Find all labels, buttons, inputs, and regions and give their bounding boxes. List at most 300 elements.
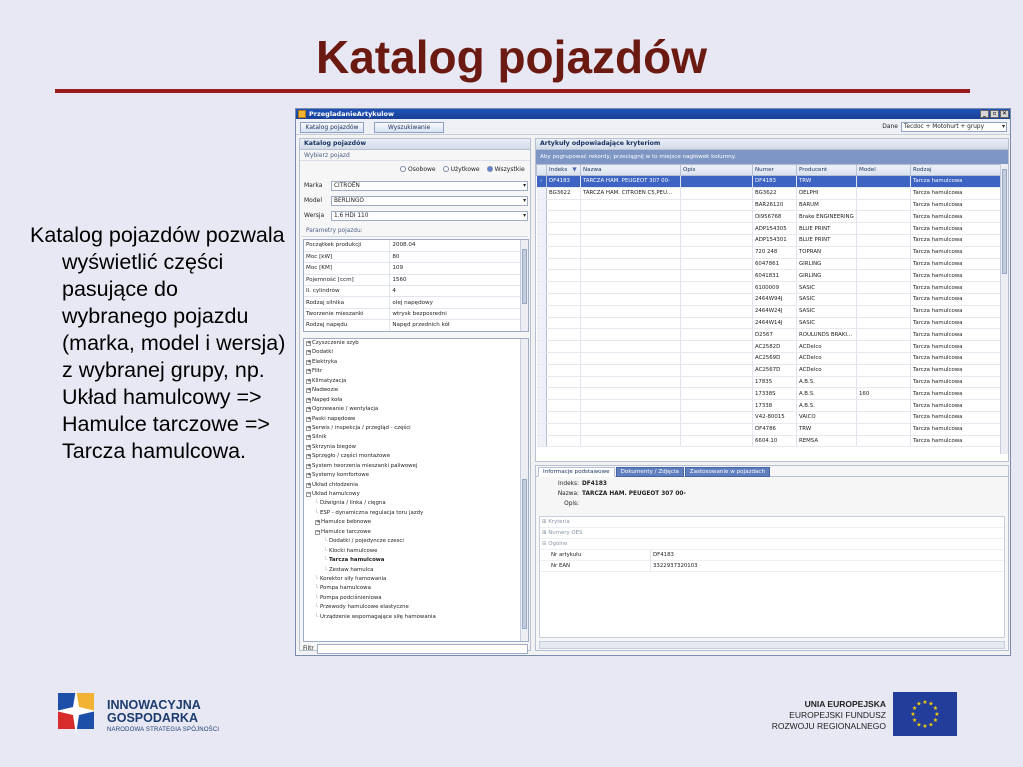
row-header[interactable] [537, 282, 547, 294]
column-header[interactable] [797, 165, 857, 176]
table-cell [681, 423, 753, 435]
table-cell [547, 364, 581, 376]
tree-node[interactable] [306, 537, 528, 546]
radio-0[interactable] [400, 166, 436, 173]
tree-node-label: Skrzynia biegów [312, 443, 357, 450]
tree-node-label: Pompa hamulcowa [319, 585, 371, 592]
table-cell: Brake ENGINEERING [797, 211, 857, 223]
row-header[interactable] [537, 364, 547, 376]
table-row[interactable] [537, 376, 1003, 388]
table-cell [581, 341, 681, 353]
svg-text:★: ★ [928, 700, 934, 708]
param-row[interactable] [304, 308, 522, 319]
tree-node-label: Zestaw hamulca [328, 566, 374, 573]
table-cell: DELPHI [797, 187, 857, 199]
table-cell [581, 423, 681, 435]
tree-node[interactable] [306, 339, 528, 348]
column-header-label: Rodzaj [913, 167, 932, 173]
row-header[interactable] [537, 246, 547, 258]
svg-text:★: ★ [934, 711, 940, 718]
table-cell [681, 435, 753, 447]
prop-row [540, 550, 1004, 561]
tree-line: └ [315, 509, 320, 516]
expand-icon: ⊞ [542, 530, 547, 536]
dane-label: Dane [882, 123, 898, 130]
table-row[interactable] [537, 211, 1003, 223]
table-cell [547, 423, 581, 435]
ig-text [107, 699, 219, 733]
table-cell [581, 317, 681, 329]
row-header-corner [537, 165, 547, 176]
param-row[interactable] [304, 263, 522, 274]
category-numery-oes[interactable]: ⊞ Numery OES [540, 528, 1004, 539]
expand-icon[interactable]: + [307, 462, 312, 469]
maximize-button[interactable]: ▫ [990, 110, 999, 118]
tree-node[interactable] [306, 575, 528, 584]
tree-node[interactable] [306, 433, 528, 442]
table-cell [581, 258, 681, 270]
table-cell: AC2569D [753, 352, 797, 364]
table-cell [547, 258, 581, 270]
row-header[interactable] [537, 223, 547, 235]
ue-line1: UNIA EUROPEJSKA [804, 699, 886, 709]
table-cell: ACDelco [797, 364, 857, 376]
svg-text:★: ★ [922, 699, 928, 706]
articles-panel [535, 138, 1009, 462]
articles-scrollbar[interactable] [1000, 164, 1008, 454]
row-header[interactable] [537, 341, 547, 353]
slide-description: Katalog pojazdów pozwala wyświetlić części pasujące do wybranego pojazdu (marka, model i wersja) z wybranej grupy, np. Układ hamulcowy => Hamulce tarczowe => Tarcza hamulcowa. [30, 223, 286, 463]
table-cell [681, 270, 753, 282]
detail-tab-0[interactable]: Informacje podstawowe [538, 467, 615, 477]
table-cell [857, 282, 911, 294]
tree-node-label: Pompa podciśnieniowa [319, 594, 382, 601]
filter-row [303, 643, 529, 655]
table-cell [857, 317, 911, 329]
tree-node[interactable] [306, 424, 528, 433]
tree-node-label: Hamulce bebnowe [321, 519, 372, 526]
param-name: Tworzenie mieszanki [304, 308, 390, 319]
tree-line: └ [315, 594, 320, 601]
row-header[interactable] [537, 411, 547, 423]
tree-node[interactable] [306, 556, 528, 565]
table-cell: 6041831 [753, 270, 797, 282]
table-row[interactable] [537, 352, 1003, 364]
row-header[interactable] [537, 293, 547, 305]
current-row-icon: › [540, 178, 543, 185]
table-cell: D2567 [753, 329, 797, 341]
table-row[interactable] [537, 305, 1003, 317]
minimize-button[interactable]: _ [980, 110, 989, 118]
tree-node-label: Silnik [312, 434, 327, 441]
table-cell [681, 176, 753, 188]
expand-icon[interactable]: + [307, 453, 312, 460]
svg-text:★: ★ [911, 705, 918, 712]
table-cell: Tarcza hamulcowa [911, 270, 1003, 282]
expand-icon[interactable]: + [307, 472, 312, 479]
expand-icon[interactable]: + [307, 396, 312, 403]
column-header[interactable] [581, 165, 681, 176]
table-cell [857, 293, 911, 305]
article-details-panel [535, 465, 1009, 651]
radio-dot-icon [443, 166, 449, 172]
param-value: 4 [390, 286, 522, 297]
close-button[interactable]: ✕ [1001, 110, 1008, 117]
expand-icon[interactable]: + [307, 377, 312, 384]
table-cell: Tarcza hamulcowa [911, 352, 1003, 364]
chevron-down-icon: ▾ [523, 213, 526, 219]
prop-value: 3322937320103 [650, 561, 698, 572]
table-cell [857, 435, 911, 447]
tree-node[interactable] [306, 566, 528, 575]
table-row[interactable] [537, 187, 1003, 199]
tree-node-label: Dźwignia / linka / cięgna [319, 500, 386, 507]
table-cell: ACDelco [797, 352, 857, 364]
param-value: 1560 [390, 274, 522, 285]
panel-header: Artykuły odpowiadające kryteriom [536, 139, 1008, 150]
chevron-down-icon: ▾ [1001, 123, 1005, 130]
innowacyjna-gospodarka-logo [52, 683, 102, 741]
table-cell [547, 388, 581, 400]
tree-node[interactable] [306, 462, 528, 471]
param-row[interactable] [304, 286, 522, 297]
tree-node[interactable] [306, 528, 528, 537]
table-row[interactable] [537, 435, 1003, 447]
param-row[interactable] [304, 240, 522, 251]
articles-grid[interactable] [536, 164, 1002, 447]
table-row[interactable] [537, 176, 1003, 188]
table-cell: Tarcza hamulcowa [911, 258, 1003, 270]
wersja-select[interactable] [331, 211, 528, 221]
tree-line: └ [315, 613, 320, 620]
param-row[interactable] [304, 297, 522, 308]
row-header[interactable] [537, 187, 547, 199]
expand-icon[interactable]: + [307, 415, 312, 422]
table-cell [681, 352, 753, 364]
svg-text:★: ★ [932, 717, 939, 724]
row-header[interactable] [537, 317, 547, 329]
tree-node[interactable] [306, 547, 528, 556]
table-cell: 2464W24J [753, 305, 797, 317]
table-cell [681, 329, 753, 341]
tree-node[interactable] [306, 386, 528, 395]
property-grid[interactable] [539, 516, 1005, 638]
table-cell: Tarcza hamulcowa [911, 317, 1003, 329]
tree-node-label: Systemy komfortowe [312, 472, 370, 479]
dane-select[interactable] [901, 122, 1007, 132]
tree-node[interactable] [306, 396, 528, 405]
row-header[interactable] [537, 352, 547, 364]
table-row[interactable] [537, 282, 1003, 294]
window-title: PrzegladanieArtykulow [309, 110, 394, 118]
param-name: Moc [kW] [304, 251, 390, 262]
tree-node-label: Układ chłodzenia [312, 481, 359, 488]
nazwa-label: Nazwa: [557, 491, 579, 497]
expand-icon[interactable]: + [307, 481, 312, 488]
table-cell: SASIC [797, 282, 857, 294]
expand-icon[interactable]: + [307, 424, 312, 431]
table-cell: 17338S [753, 388, 797, 400]
expand-icon[interactable]: + [307, 358, 312, 365]
tree-node[interactable] [306, 348, 528, 357]
ig-line3: NARODOWA STRATEGIA SPÓJNOŚCI [107, 727, 220, 733]
table-cell: 2464W14J [753, 317, 797, 329]
svg-text:★: ★ [911, 717, 918, 724]
table-cell [857, 199, 911, 211]
dane-value: Tecdoc + Motohurt + grupy [904, 124, 985, 130]
row-header[interactable] [537, 270, 547, 282]
table-cell: DF4183 [753, 176, 797, 188]
column-header[interactable] [547, 165, 581, 176]
tree-node[interactable] [306, 471, 528, 480]
collapse-icon[interactable]: − [307, 491, 312, 497]
table-cell: REMSA [797, 435, 857, 447]
row-header[interactable] [537, 305, 547, 317]
param-row[interactable] [304, 251, 522, 262]
table-cell [681, 364, 753, 376]
row-header[interactable] [537, 199, 547, 211]
tree-node[interactable] [306, 613, 528, 622]
window-titlebar [296, 109, 1010, 119]
table-cell: Tarcza hamulcowa [911, 364, 1003, 376]
table-cell: BG3622 [547, 187, 581, 199]
tree-node[interactable] [306, 584, 528, 593]
table-cell [547, 352, 581, 364]
table-cell [547, 246, 581, 258]
table-cell: 160 [857, 388, 911, 400]
vehicle-params-grid[interactable] [303, 239, 529, 332]
tree-node-label: Urządzenie wspomagające siłę hamowania [319, 613, 436, 620]
table-cell: ADP154305 [753, 223, 797, 235]
table-row[interactable] [537, 258, 1003, 270]
svg-text:★: ★ [910, 711, 916, 718]
table-cell [547, 329, 581, 341]
table-cell [857, 352, 911, 364]
table-cell: BARUM [797, 199, 857, 211]
tree-node-label: Hamulce tarczowe [321, 528, 371, 535]
tree-node[interactable] [306, 452, 528, 461]
category-tree[interactable] [303, 338, 529, 642]
table-cell: TRW [797, 423, 857, 435]
group-by-area[interactable]: Aby pogrupować rekordy, przeciągnij w to miejsce nagłówek kolumny. [536, 150, 1008, 164]
table-cell [581, 329, 681, 341]
table-cell: A.B.S. [797, 388, 857, 400]
param-value: olej napędowy [390, 297, 522, 308]
table-row[interactable] [537, 270, 1003, 282]
table-cell [581, 376, 681, 388]
expand-icon[interactable]: + [307, 387, 312, 394]
table-cell [581, 270, 681, 282]
model-select[interactable] [331, 196, 528, 206]
tree-node-label: Serwis / inspekcja / przegląd - części [312, 424, 411, 431]
table-cell: AC2582D [753, 341, 797, 353]
table-cell: SASIC [797, 293, 857, 305]
table-cell [857, 364, 911, 376]
table-cell: V42-80015 [753, 411, 797, 423]
tree-node[interactable] [306, 415, 528, 424]
detail-tab-2[interactable]: Zastosowanie w pojazdach [685, 467, 770, 477]
ig-line2: GOSPODARKA [107, 711, 198, 725]
table-row[interactable] [537, 199, 1003, 211]
tab-wyszukiwanie[interactable]: Wyszukiwanie [374, 122, 444, 133]
table-cell: ADP154301 [753, 234, 797, 246]
table-cell [857, 376, 911, 388]
tree-node-label: ESP - dynamiczna regulacja toru jazdy [319, 509, 424, 516]
tree-scrollbar[interactable] [520, 339, 528, 641]
radio-dot-icon [487, 166, 493, 172]
tree-node[interactable] [306, 377, 528, 386]
row-header[interactable] [537, 211, 547, 223]
tree-node[interactable] [306, 509, 528, 518]
table-cell [857, 341, 911, 353]
marka-select[interactable] [331, 181, 528, 191]
table-cell: BLUE PRINT [797, 234, 857, 246]
table-cell [547, 305, 581, 317]
row-header[interactable] [537, 400, 547, 412]
param-name: Rodzaj silnika [304, 297, 390, 308]
table-cell: 17835 [753, 376, 797, 388]
tree-node[interactable] [306, 518, 528, 527]
row-header[interactable] [537, 234, 547, 246]
table-row[interactable] [537, 234, 1003, 246]
detail-scrollbar[interactable] [539, 641, 1005, 649]
table-row[interactable] [537, 400, 1003, 412]
tree-node-label: Dodatki [312, 349, 333, 356]
table-cell: 6047861 [753, 258, 797, 270]
table-cell: 6604.10 [753, 435, 797, 447]
table-cell [581, 223, 681, 235]
category-ogolne[interactable]: ⊟ Ogólne [540, 539, 1004, 550]
column-header[interactable] [753, 165, 797, 176]
table-cell: DI956768 [753, 211, 797, 223]
tree-line: └ [324, 547, 329, 554]
column-header[interactable] [857, 165, 911, 176]
expand-icon[interactable]: + [307, 434, 312, 441]
ue-line2: EUROPEJSKI FUNDUSZ [789, 710, 886, 720]
category-kryteria[interactable]: ⊞ Kryteria [540, 517, 1004, 528]
expand-icon[interactable]: + [307, 340, 312, 346]
table-cell [547, 270, 581, 282]
table-cell [681, 187, 753, 199]
tree-node[interactable] [306, 490, 528, 499]
table-row[interactable] [537, 341, 1003, 353]
table-row[interactable] [537, 246, 1003, 258]
tree-node-label: Korektor siły hamowania [319, 575, 387, 582]
table-cell [857, 400, 911, 412]
table-row[interactable] [537, 411, 1003, 423]
tree-node[interactable] [306, 358, 528, 367]
table-cell [857, 223, 911, 235]
row-header[interactable] [537, 435, 547, 447]
param-name: Moc [KM] [304, 263, 390, 274]
tree-node[interactable] [306, 603, 528, 612]
column-header-label: Model [859, 167, 876, 173]
table-cell [681, 282, 753, 294]
table-cell: SASIC [797, 305, 857, 317]
row-header[interactable] [537, 376, 547, 388]
table-cell: Tarcza hamulcowa [911, 329, 1003, 341]
column-header[interactable] [911, 165, 1003, 176]
prop-key: Nr EAN [551, 563, 571, 569]
table-cell: 2464W94J [753, 293, 797, 305]
tree-node-label: Napęd koła [312, 396, 343, 403]
expand-icon: ⊞ [542, 519, 547, 525]
radio-2[interactable] [487, 166, 525, 173]
expand-icon[interactable]: + [307, 443, 312, 450]
table-row[interactable] [537, 223, 1003, 235]
param-row[interactable] [304, 320, 522, 331]
detail-tab-1[interactable]: Dokumenty / Zdjęcia [616, 467, 684, 477]
tab-katalog-pojazdow[interactable]: Katalog pojazdów [300, 122, 364, 133]
marka-value: CITROËN [334, 183, 360, 189]
row-header[interactable] [537, 176, 547, 188]
tree-node-label: Klocki hamulcowe [328, 547, 378, 554]
table-cell: Tarcza hamulcowa [911, 341, 1003, 353]
toolbar [296, 119, 1010, 135]
radio-1[interactable] [443, 166, 480, 173]
collapse-icon[interactable]: − [316, 528, 321, 535]
table-cell [857, 411, 911, 423]
tree-line: └ [315, 585, 320, 592]
table-cell: Tarcza hamulcowa [911, 423, 1003, 435]
tree-node[interactable] [306, 499, 528, 508]
slide-title: Katalog pojazdów [316, 31, 707, 83]
svg-text:★: ★ [916, 700, 922, 708]
table-row[interactable] [537, 423, 1003, 435]
table-cell: A.B.S. [797, 376, 857, 388]
tree-node[interactable] [306, 367, 528, 376]
param-value: 2008.04 [390, 240, 522, 251]
tree-node-label: Czyszczenie szyb [312, 340, 359, 346]
expand-icon[interactable]: + [307, 368, 312, 375]
table-cell: AC2567D [753, 364, 797, 376]
nazwa-row [539, 491, 579, 499]
row-header[interactable] [537, 258, 547, 270]
table-cell [681, 234, 753, 246]
tree-node[interactable] [306, 405, 528, 414]
expand-icon[interactable]: + [307, 406, 312, 413]
filter-input[interactable] [317, 644, 528, 654]
param-name: Pojemność [ccm] [304, 274, 390, 285]
tree-line: └ [324, 557, 329, 564]
table-row[interactable] [537, 364, 1003, 376]
table-row[interactable] [537, 388, 1003, 400]
indeks-row [539, 481, 579, 489]
table-cell: A.B.S. [797, 400, 857, 412]
table-row[interactable] [537, 329, 1003, 341]
tree-node[interactable] [306, 594, 528, 603]
radio-label: Użytkowe [450, 166, 480, 173]
row-header[interactable] [537, 388, 547, 400]
tree-node-label: Sprzęgło / części montażowe [312, 453, 391, 460]
tree-node[interactable] [306, 481, 528, 490]
table-row[interactable] [537, 317, 1003, 329]
expand-icon[interactable]: + [307, 349, 312, 356]
table-row[interactable] [537, 293, 1003, 305]
row-header[interactable] [537, 329, 547, 341]
param-value: 80 [390, 251, 522, 262]
column-header[interactable] [681, 165, 753, 176]
expand-icon[interactable]: + [316, 519, 321, 526]
params-scrollbar[interactable] [520, 240, 528, 331]
row-header[interactable] [537, 423, 547, 435]
tree-line: └ [324, 538, 329, 545]
table-cell [547, 282, 581, 294]
table-cell [681, 411, 753, 423]
param-row[interactable] [304, 274, 522, 285]
collapse-icon: ⊟ [542, 541, 547, 547]
tree-node[interactable] [306, 443, 528, 452]
